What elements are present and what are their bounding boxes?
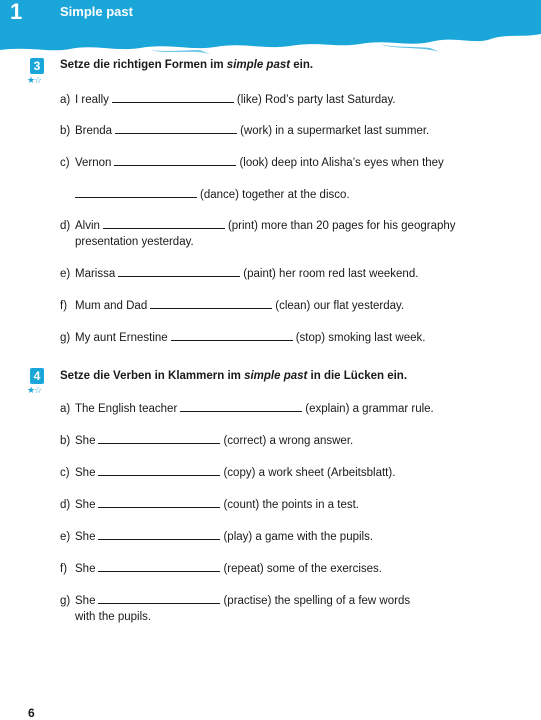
list-item: b) She (correct) a wrong answer. bbox=[60, 432, 353, 449]
answer-blank[interactable] bbox=[75, 186, 197, 198]
answer-blank[interactable] bbox=[98, 496, 220, 508]
difficulty-stars-icon: ★☆ bbox=[27, 75, 42, 85]
exercise-number-badge: 3 bbox=[30, 58, 44, 74]
answer-blank[interactable] bbox=[114, 154, 236, 166]
answer-blank[interactable] bbox=[103, 217, 225, 229]
unit-number: 1 bbox=[10, 0, 23, 24]
answer-blank[interactable] bbox=[118, 265, 240, 277]
list-item: f) She (repeat) some of the exercises. bbox=[60, 560, 382, 577]
list-item: g) My aunt Ernestine (stop) smoking last week. bbox=[60, 329, 425, 346]
header-banner bbox=[0, 0, 541, 62]
list-item: g) She (practise) the spelling of a few words with the pupils. bbox=[60, 592, 410, 625]
page-number: 6 bbox=[28, 706, 35, 720]
list-item: a) The English teacher (explain) a grammar rule. bbox=[60, 400, 434, 417]
answer-blank[interactable] bbox=[112, 91, 234, 103]
answer-blank[interactable] bbox=[150, 297, 272, 309]
list-item: f) Mum and Dad (clean) our flat yesterday. bbox=[60, 297, 404, 314]
list-item: c) She (copy) a work sheet (Arbeitsblatt). bbox=[60, 464, 395, 481]
answer-blank[interactable] bbox=[98, 528, 220, 540]
answer-blank[interactable] bbox=[171, 329, 293, 341]
list-item: d) She (count) the points in a test. bbox=[60, 496, 359, 513]
answer-blank[interactable] bbox=[98, 560, 220, 572]
answer-blank[interactable] bbox=[180, 400, 302, 412]
answer-blank[interactable] bbox=[115, 122, 237, 134]
difficulty-stars-icon: ★☆ bbox=[27, 385, 42, 395]
list-item-continuation: (dance) together at the disco. bbox=[75, 186, 350, 203]
exercise-instruction: Setze die Verben in Klammern im simple past in die Lücken ein. bbox=[60, 370, 408, 382]
list-item: b) Brenda (work) in a supermarket last summer. bbox=[60, 122, 429, 139]
list-item: d) Alvin (print) more than 20 pages for his geography presentation yesterday. bbox=[60, 217, 456, 250]
answer-blank[interactable] bbox=[98, 592, 220, 604]
list-item: e) She (play) a game with the pupils. bbox=[60, 528, 373, 545]
answer-blank[interactable] bbox=[98, 464, 220, 476]
answer-blank[interactable] bbox=[98, 432, 220, 444]
exercise-instruction: Setze die richtigen Formen im simple past ein. bbox=[60, 59, 314, 71]
list-item: a) I really (like) Rod’s party last Saturday. bbox=[60, 91, 396, 108]
exercise-number-badge: 4 bbox=[30, 368, 44, 384]
list-item: e) Marissa (paint) her room red last weekend. bbox=[60, 265, 418, 282]
unit-title: Simple past bbox=[60, 4, 133, 19]
list-item: c) Vernon (look) deep into Alisha’s eyes when they bbox=[60, 154, 444, 171]
